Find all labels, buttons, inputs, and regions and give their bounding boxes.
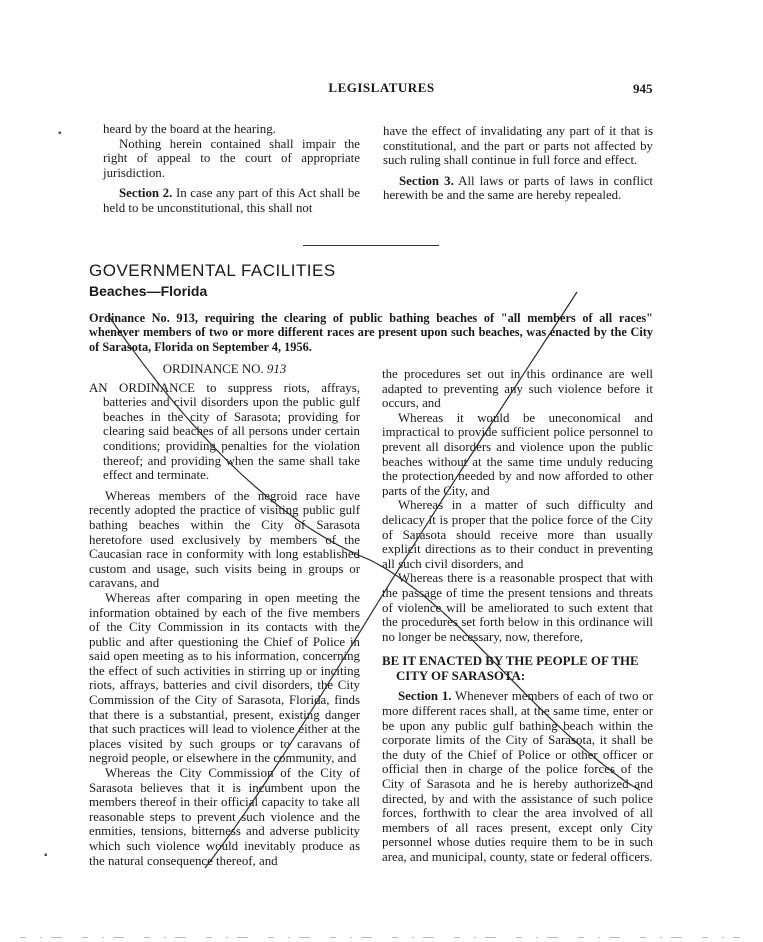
whereas-paragraph: Whereas members of the negroid race have recently adopted the practice of visiting public gulf bathing beaches within the City of Sarasota heretofore used exclusively by members of the Caucasian race in conformity with long established custom and usage, such visits being in groups or caravans, and — [89, 488, 360, 591]
scan-edge-artifact — [20, 936, 740, 939]
page-number: 945 — [633, 81, 653, 96]
section-1-text: Whenever members of each of two or more different races shall, at the same time, enter or be upon any public gulf bathing beach within the corporate limits of the City of Sarasota, it shall be the duty of the Chief of Police or other officer or official then in charge of the police forces of the City of Sarasota and he is hereby authorized and directed, by and with the assistance of such police forces, forthwith to clear the area involved of all members of all races present, except only City personnel whose duties require them to be in such area, and municipal, county, state or federal officers. — [382, 689, 653, 864]
top-left-paragraph: Nothing herein contained shall impair the right of appeal to the court of appropriate jurisdiction. — [103, 136, 360, 180]
margin-mark: ▪ — [58, 128, 62, 139]
running-head: LEGISLATURES — [328, 80, 435, 95]
enacting-clause: BE IT ENACTED BY THE PEOPLE OF THE CITY OF SARASOTA: — [382, 654, 639, 683]
whereas-paragraph: Whereas after comparing in open meeting the information obtained by each of the five members of the City Commission in its contacts with the public and after questioning the Chief of Police in said open meeting as to his information, concerning the effect of such activities in stirring up or inciting riots, affrays, batteries and civil disorders, the City Commission of the City of Sarasota, Florida, finds that there is a substantial, present, existing danger that such practices will lead to violence either at the places visited by such groups or to caravans of negroid people, or elsewhere in the community, and — [89, 590, 360, 766]
whereas-continuation: the procedures set out in this ordinance are well adapted to preventing any such violence before it occurs, and — [382, 367, 653, 411]
ordinance-preamble: AN ORDINANCE to suppress riots, affrays, batteries and civil disorders upon the public gulf beaches in the city of Sarasota; providing for clearing said beaches of all persons under certain conditions; providing penalties for the violation thereof; and providing when the same shall take effect and terminate. — [89, 380, 360, 483]
whereas-paragraph: Whereas there is a reasonable prospect that with the passage of time the present tensions and threats of violence will be ameliorated to such extent that the procedures set forth below in this ordinance will no longer be necessary, now, therefore, — [382, 571, 653, 644]
section-divider — [303, 245, 439, 246]
section-1-paragraph — [382, 689, 653, 864]
top-right-paragraph: have the effect of invalidating any part of it that is constitutional, and the part or parts not affected by such ruling shall continue in full force and effect. — [383, 124, 653, 168]
section-3-paragraph — [383, 174, 653, 203]
section-title: GOVERNMENTAL FACILITIES — [89, 261, 336, 280]
section-1-label: Section 1. — [398, 689, 452, 704]
section-2-label: Section 2. — [119, 186, 173, 201]
section-3-text: All laws or parts of laws in conflict herewith be and the same are hereby repealed. — [383, 173, 654, 203]
ordinance-number: 913 — [266, 362, 287, 376]
whereas-paragraph: Whereas in a matter of such difficulty and delicacy it is proper that the police force of the City of Sarasota should receive more than usually explicit directions as to their conduct in preventing all such civil disorders, and — [382, 498, 653, 571]
section-2-text: In case any part of this Act shall be held to be unconstitutional, this shall not — [103, 186, 360, 215]
ordinance-summary: Ordinance No. 913, requiring the clearing of public bathing beaches of "all members of all races" whenever members of two or more different races are present upon such beaches, was enacted by the City of Sarasota, Florida on September 4, 1956. — [89, 311, 653, 354]
ordinance-left-column — [89, 362, 360, 868]
ordinance-title-text: ORDINANCE NO. — [162, 362, 267, 376]
top-left-column — [103, 122, 360, 216]
section-2-paragraph — [103, 186, 360, 215]
section-subtitle: Beaches—Florida — [89, 283, 208, 299]
section-3-label: Section 3. — [399, 173, 454, 188]
top-right-column — [383, 124, 653, 203]
margin-mark: ▪ — [44, 850, 48, 861]
whereas-paragraph: Whereas it would be uneconomical and impractical to provide sufficient police personnel to prevent all disorders and violence upon the public beaches without at the same time unduly reducing the protection needed by and now afforded to other parts of the City, and — [382, 410, 653, 498]
top-left-paragraph: heard by the board at the hearing. — [103, 122, 276, 136]
whereas-paragraph: Whereas the City Commission of the City of Sarasota believes that it is incumbent upon the members thereof in their official capacity to take all reasonable steps to prevent such violence and the enmities, tensions, bitterness and adverse publicity which such violence would inevitably produce as the natural consequence thereof, and — [89, 766, 360, 868]
ordinance-right-column — [382, 367, 653, 865]
ordinance-title — [89, 362, 360, 377]
